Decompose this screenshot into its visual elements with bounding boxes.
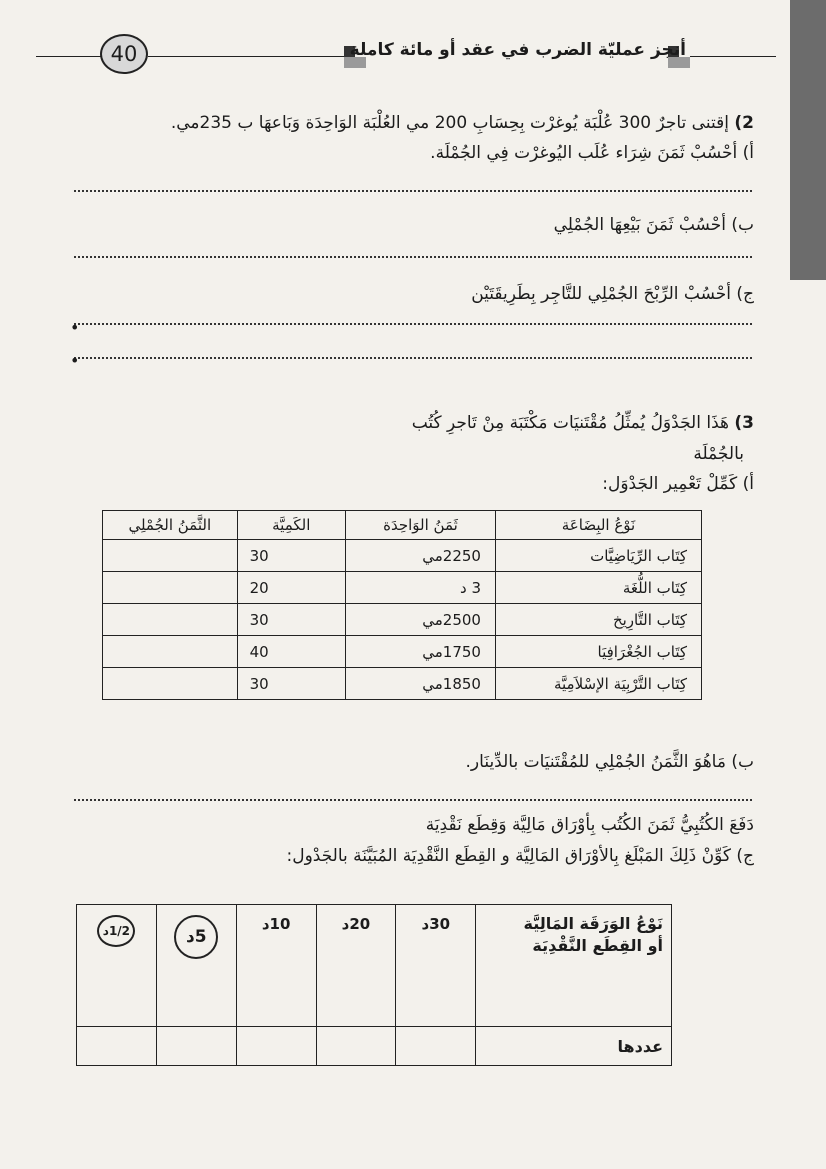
q3-statement-cont: بالجُمْلَة xyxy=(693,444,744,464)
denomination-10: 10د xyxy=(236,905,316,1027)
cell-total-input[interactable] xyxy=(103,668,238,700)
table-header-row xyxy=(103,511,702,540)
cell-total-input[interactable] xyxy=(103,540,238,572)
count-input[interactable] xyxy=(316,1027,396,1066)
q2-part-b: ب) أحْسُبْ ثَمَنَ بَيْعِهَا الجُمْلِي xyxy=(553,215,754,235)
q2-part-c: ج) أحْسُبْ الرِّبْحَ الجُمْلِي للتَّاجِر بِطَرِيقَتَيْن xyxy=(471,284,754,304)
cell-unit-price: 2500مي xyxy=(345,604,495,636)
money-row-label-2: أو القِطَع النَّقْدِيَة xyxy=(532,936,663,955)
denomination-half xyxy=(77,905,157,1027)
header-rule-middle xyxy=(148,56,353,57)
cell-type: كِتَاب اللُّغَة xyxy=(495,572,701,604)
cell-quantity: 30 xyxy=(237,540,345,572)
coin-icon: 5د xyxy=(174,915,218,959)
bullet: • xyxy=(70,351,80,370)
count-label: عددها xyxy=(476,1027,672,1066)
cell-quantity: 40 xyxy=(237,636,345,668)
table-row xyxy=(103,540,702,572)
cell-unit-price: 1850مي xyxy=(345,668,495,700)
table-row xyxy=(103,636,702,668)
cell-type: كِتَاب التَّارِيخ xyxy=(495,604,701,636)
goods-table xyxy=(102,510,702,700)
cell-total-input[interactable] xyxy=(103,604,238,636)
money-row-label xyxy=(476,905,672,1027)
bullet: • xyxy=(70,318,80,337)
q3-statement-payment: دَفَعَ الكُتُبِيُّ ثَمَنَ الكُتُب بِأوْرَاق مَالِيَّة وَقِطَع نَقْدِيَة xyxy=(425,815,754,835)
cell-type: كِتَاب الجُغْرَافِيَا xyxy=(495,636,701,668)
cell-unit-price: 1750مي xyxy=(345,636,495,668)
table-row xyxy=(103,572,702,604)
page-title: أنجز عمليّة الضرب في عقد أو مائة كاملة xyxy=(349,40,686,60)
q2-number: 2) xyxy=(734,113,754,133)
answer-line[interactable] xyxy=(74,256,752,258)
col-header-quantity: الكَمِيَّة xyxy=(237,511,345,540)
coin-icon: 1/2د xyxy=(97,915,135,947)
cell-quantity: 20 xyxy=(237,572,345,604)
cell-quantity: 30 xyxy=(237,668,345,700)
denomination-5 xyxy=(156,905,236,1027)
answer-line[interactable] xyxy=(74,190,752,192)
cell-unit-price: 2250مي xyxy=(345,540,495,572)
q3-statement xyxy=(412,413,754,433)
denomination-row xyxy=(77,905,672,1027)
cell-type: كِتَاب التَّرْبِيَة الإسْلاَمِيَّة xyxy=(495,668,701,700)
col-header-total: الثَّمَنُ الجُمْلِي xyxy=(103,511,238,540)
cell-quantity: 30 xyxy=(237,604,345,636)
q3-part-b: ب) مَاهُوَ الثَّمَنُ الجُمْلِي للمُقْتَنيَات بالدِّينَار. xyxy=(465,752,754,772)
answer-line[interactable] xyxy=(74,357,752,359)
count-input[interactable] xyxy=(77,1027,157,1066)
table-row xyxy=(103,604,702,636)
answer-line[interactable] xyxy=(74,799,752,801)
q3-part-a: أ) كَمِّلْ تَعْمِير الجَدْوَل: xyxy=(602,474,754,494)
side-tab xyxy=(790,0,826,280)
money-row-label-1: نَوْعُ الوَرَقَة المَالِيَّة xyxy=(523,914,663,933)
count-input[interactable] xyxy=(236,1027,316,1066)
q3-text: هَذَا الجَدْوَلُ يُمثِّلُ مُقْتَنيَات مَكْتَبَة مِنْ تَاجرِ كُتُب xyxy=(411,413,729,433)
cell-total-input[interactable] xyxy=(103,636,238,668)
q3-number: 3) xyxy=(734,413,754,433)
table-row xyxy=(103,668,702,700)
cell-total-input[interactable] xyxy=(103,572,238,604)
col-header-unit-price: ثَمَنُ الوَاحِدَة xyxy=(345,511,495,540)
cell-type: كِتَاب الرِّيَاضِيَّات xyxy=(495,540,701,572)
answer-line[interactable] xyxy=(74,323,752,325)
q2-part-a: أ) أحْسُبْ ثَمَنَ شِرَاء عُلَب اليُوغرْت فِي الجُمْلَة. xyxy=(430,143,754,163)
header-rule-left xyxy=(36,56,102,57)
q2-text: إقتنى تاجرٌ 300 عُلْبَة يُوغرْت بِحِسَابِ 200 مي العُلْبَة الوَاحِدَة وَبَاعهَا ب 235مي. xyxy=(170,113,729,133)
q2-statement xyxy=(171,113,754,133)
q3-part-c: ج) كَوِّنْ ذَلِكَ المَبْلَغ بِالأوْرَاق المَالِيَّة و القِطَع النَّقْدِيَة المُبَيَّنَة بالجَدْول: xyxy=(286,846,754,866)
cell-unit-price: 3 د xyxy=(345,572,495,604)
count-input[interactable] xyxy=(156,1027,236,1066)
denomination-30: 30د xyxy=(396,905,476,1027)
count-input[interactable] xyxy=(396,1027,476,1066)
col-header-type: نَوْعُ البِضَاعَة xyxy=(495,511,701,540)
count-row xyxy=(77,1027,672,1066)
money-table xyxy=(76,904,672,1066)
header-rule-right xyxy=(690,56,776,57)
page-number: 40 xyxy=(100,34,148,74)
denomination-20: 20د xyxy=(316,905,396,1027)
